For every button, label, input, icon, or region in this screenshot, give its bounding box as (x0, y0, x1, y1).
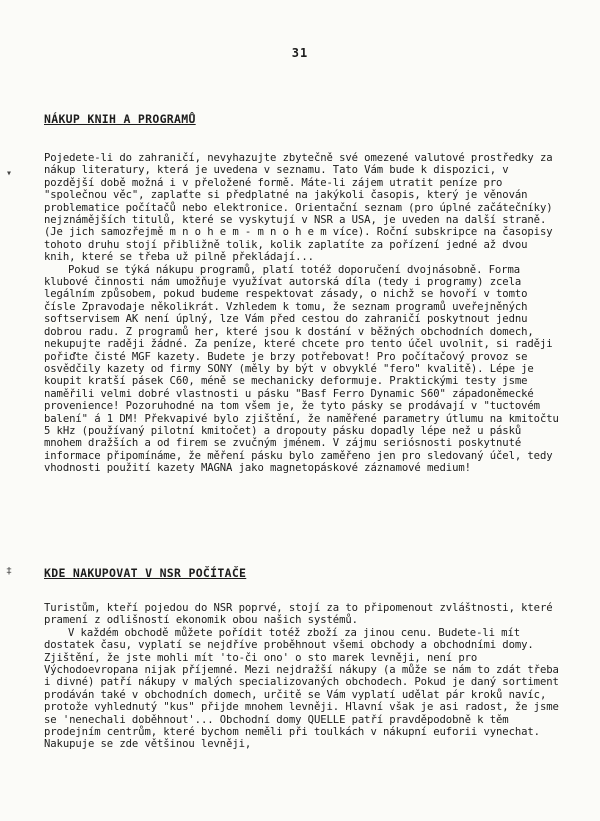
page-number: 31 (291, 46, 309, 60)
margin-mark: ‡ (6, 566, 13, 577)
paragraph: V každém obchodě můžete pořídit totéž zboží za jinou cenu. Budete-li mít dostatek času, vyplatí se nejdříve proběhnout všemi obchody a obchodními domy. Zjištění, že jste mohli mít 'to-či ono' o sto marek levněji, není pro Východoevropana nijak příjemné. Mezi nejdražší nákupy (a může se nám to zdát třeba i divné) patří nákupy v malých specializovaných obchodech. Pokud je daný sortiment prodáván také v obchodních domech, určitě se Vám vyplatí udělat pár kroků navíc, protože vyhlednutý "kus" přijde mnohem levněji. Hlavní však je asi radost, že jsme se 'nenechali doběhnout'... Obchodní domy QUELLE patří pravděpodobně k těm prodejním centrům, které bychom neměli při toulkách v nákupní euforii vynechat. Nakupuje se zde většinou levněji, (44, 626, 559, 751)
paragraph: Pojedete-li do zahraničí, nevyhazujte zbytečně své omezené valutové prostředky za nákup literatury, která je uvedena v seznamu. Tato Vám bude k dispozici, v pozdější době možná i v přeložené formě. Máte-li zájem utratit peníze pro "společnou věc", zaplaťte si předplatné na jakýkoli časopis, který je věnován problematice počítačů nebo elektronice. Orientační seznam (pro úplné začátečníky) nejznámějších titulů, které se vyskytují v NSR a USA, je uveden na další straně. (Je jich samozřejmě m n o h e m - m n o h e m více). Roční subskripce na časopisy tohoto druhu stojí přibližně tolik, kolik zaplatíte za pořízení jedné až dvou knih, které se třeba už pilně překládají... (44, 152, 553, 264)
section-heading-book-purchase: NÁKUP KNIH A PROGRAMŮ (44, 112, 196, 126)
section-body-book-purchase (44, 152, 560, 522)
paragraph: Turistům, kteří pojedou do NSR poprvé, stojí za to připomenout zvláštnosti, které pramení z odlišností ekonomik obou našich systémů. (44, 602, 553, 627)
section-heading-where-to-buy: KDE NAKUPOVAT V NSR POČÍTAČE (44, 566, 247, 580)
section-body-where-to-buy (44, 602, 560, 812)
paragraph: Pokud se týká nákupu programů, platí totéž doporučení dvojnásobně. Forma klubové činnosti nám umožňuje využívat autorská díla (tedy i programy) zcela legálním způsobem, pokud budeme respektovat zásady, o nichž se hovoří v tomto čísle Zpravodaje několikrát. Vzhledem k tomu, že seznam programů uveřejněných softservisem AK není úplný, lze Vám před cestou do zahraničí poskytnout jednu dobrou radu. Z programů her, které jsou k dostání v běžných obchodních domech, nekupujte raději žádné. Za peníze, které chcete pro tento účel uvolnit, si raději pořiďte čisté MGF kazety. Budete je brzy potřebovat! Pro počítačový provoz se osvědčily kazety od firmy SONY (měly by být v obvyklé "fero" kvalitě). Lépe je koupit kratší pásek C60, méně se mechanicky deformuje. Praktickými testy jsme naměřili velmi dobré vlastnosti u pásku "Basf Ferro Dynamic S60" západoněmecké provenience! Pozoruhodné na tom všem je, že tyto pásky se prodávají v "tuctovém balení" á 1 DM! Překvapivé bylo zjištění, že naměřené parametry útlumu na kmitočtu 5 kHz (používaný pilotní kmitočet) a dropouty pásku dopadly lépe než u pásků mnohem dražších a od firem se zvučným jménem. V zájmu seriósnosti poskytnuté informace připomínáme, že měření pásku bylo zaměřeno jen pro sledovaný účel, tedy vhodnosti použití kazety MAGNA jako magnetopáskové záznamové medium! (44, 263, 559, 475)
margin-mark: ▾ (6, 168, 13, 179)
